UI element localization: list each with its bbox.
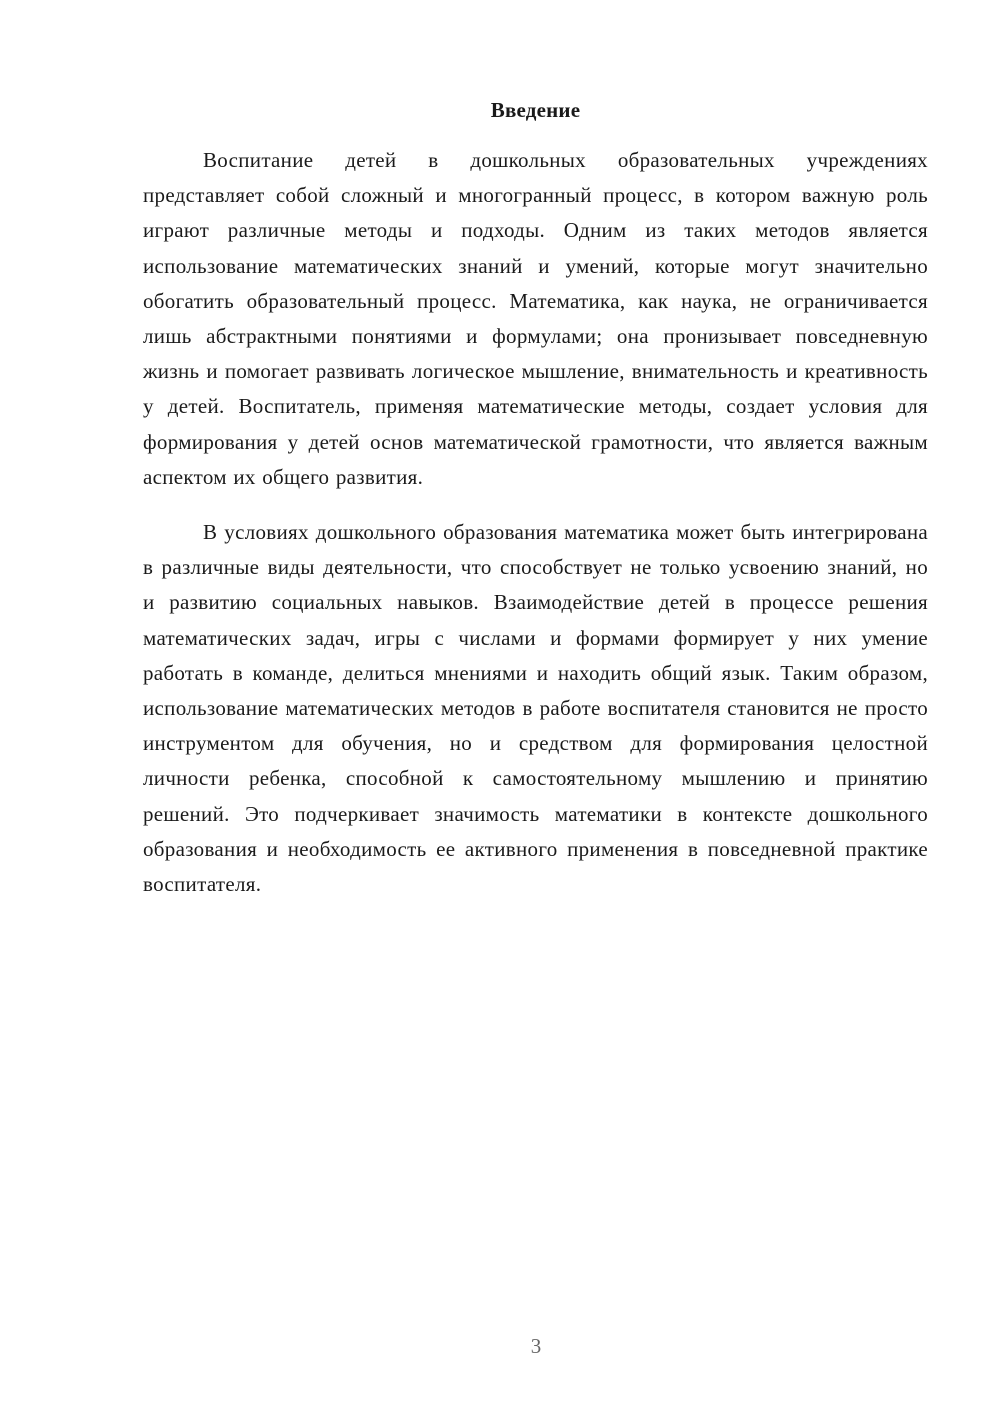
document-page bbox=[143, 95, 928, 922]
section-heading: Введение bbox=[490, 98, 581, 122]
paragraph-1: Воспитание детей в дошкольных образовательных учреждениях представляет собой сложный и многогранный процесс, в котором важную роль играют различные методы и подходы. Одним из таких методов является использование математических знаний и умений, которые могут значительно обогатить образовательный процесс. Математика, как наука, не ограничивается лишь абстрактными понятиями и формулами; она пронизывает повседневную жизнь и помогает развивать логическое мышление, внимательность и креативность у детей. Воспитатель, применяя математические методы, создает условия для формирования у детей основ математической грамотности, что является важным аспектом их общего развития. bbox=[143, 148, 928, 489]
paragraph-2: В условиях дошкольного образования математика может быть интегрирована в различные виды деятельности, что способствует не только усвоению знаний, но и развитию социальных навыков. Взаимодействие детей в процессе решения математических задач, игры с числами и формами формирует у них умение работать в команде, делиться мнениями и находить общий язык. Таким образом, использование математических методов в работе воспитателя становится не просто инструментом для обучения, но и средством для формирования целостной личности ребенка, способной к самостоятельному мышлению и принятию решений. Это подчеркивает значимость математики в контексте дошкольного образования и необходимость ее активного применения в повседневной практике воспитателя. bbox=[143, 520, 928, 897]
page-number: 3 bbox=[530, 1334, 542, 1358]
